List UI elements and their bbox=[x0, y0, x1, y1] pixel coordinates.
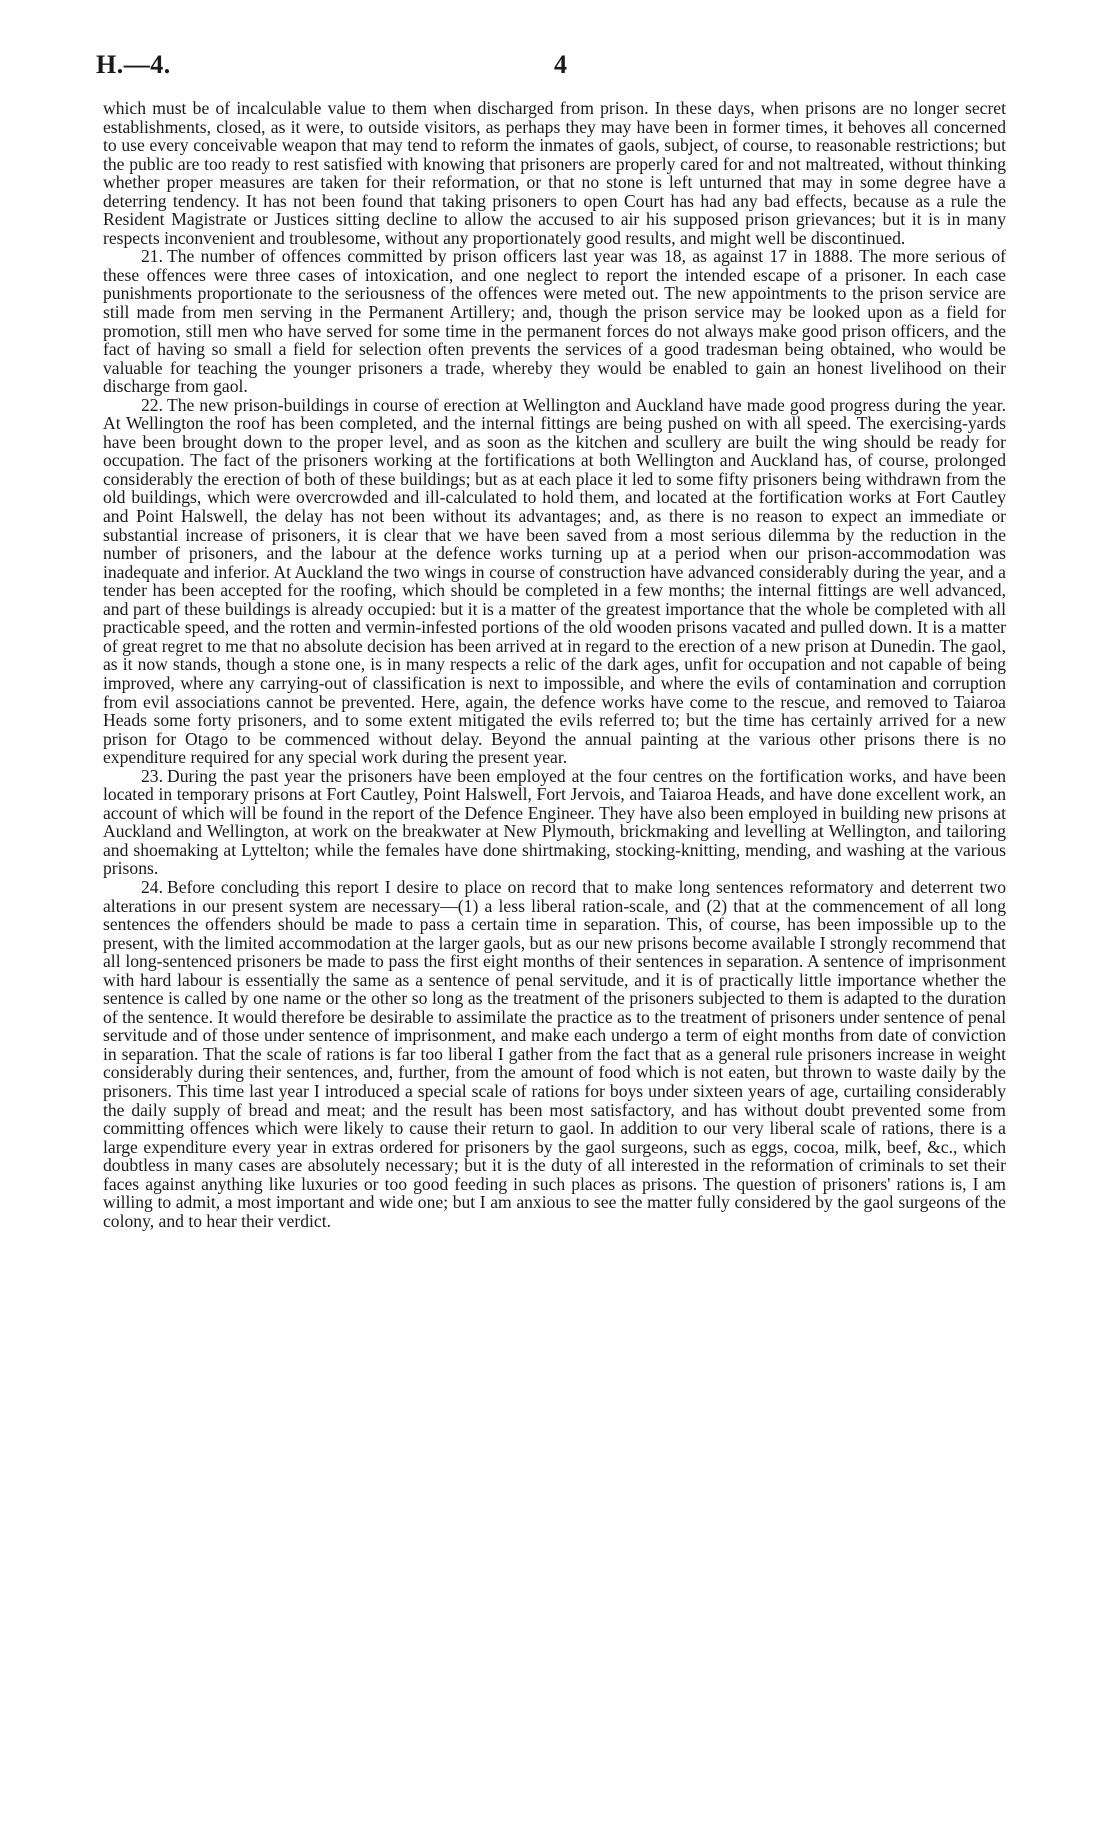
paragraph-text: The new prison-buildings in course of erection at Wellington and Auckland have made good progress during the year. At Wellington the roof has been completed, and the internal fittings are being pushed on with all speed. The exercising-yards have been brought down to the proper level, and as soon as the kitchen and scullery are built the wing should be ready for occupation. The fact of the prisoners working at the fortifications at both Wellington and Auckland has, of course, prolonged considerably the erection of both of these buildings; but as at each place it led to some fifty prisoners being withdrawn from the old buildings, which were overcrowded and ill-calculated to hold them, and located at the fortification works at Fort Cautley and Point Halswell, the delay has not been without its advantages; and, as there is no reason to expect an immediate or substantial increase of prisoners, it is clear that we have been saved from a most serious dilemma by the reduction in the number of prisoners, and the labour at the defence works turning up at a period when our prison-accommodation was inadequate and inferior. At Auckland the two wings in course of construction have advanced considerably during the year, and a tender has been accepted for the roofing, which should be completed in a few months; the internal fittings are well advanced, and part of these buildings is already occupied: but it is a matter of the greatest importance that the whole be completed with all practicable speed, and the rotten and vermin-infested portions of the old wooden prisons vacated and pulled down. It is a matter of great regret to me that no absolute decision has been arrived at in regard to the erection of a new prison at Dunedin. The gaol, as it now stands, though a stone one, is in many respects a relic of the dark ages, unfit for occupation and not capable of being improved, where any carrying-out of classification is next to impossible, and where the evils of contamination and corruption from evil associations cannot be prevented. Here, again, the defence works have come to the rescue, and removed to Taiaroa Heads some forty prisoners, and to some extent mitigated the evils referred to; but the time has certainly arrived for a new prison for Otago to be commenced without delay. Beyond the annual painting at the various other prisons there is no expenditure required for any special work during the present year. bbox=[103, 394, 1006, 768]
report-body bbox=[103, 99, 1006, 1230]
paragraph-number: 23. bbox=[141, 765, 163, 786]
paragraph-number: 24. bbox=[141, 876, 163, 897]
paragraph-22 bbox=[103, 396, 1006, 767]
paragraph-24 bbox=[103, 878, 1006, 1230]
paragraph-23 bbox=[103, 767, 1006, 878]
paragraph-text: which must be of incalculable value to them when discharged from prison. In these days, when prisons are no longer secret establishments, closed, as it were, to outside visitors, as perhaps they may have been in former times, it behoves all concerned to use every conceivable weapon that may tend to reform the inmates of gaols, subject, of course, to reasonable restrictions; but the public are too ready to rest satisfied with knowing that prisoners are properly cared for and not maltreated, without thinking whether proper measures are taken for their reformation, or that no stone is left unturned that may in some degree have a deterring tendency. It has not been found that taking prisoners to open Court has had any bad effects, because as a rule the Resident Magistrate or Justices sitting decline to allow the accused to air his supposed prison grievances; but it is in many respects inconvenient and troublesome, without any proportionately good results, and might well be discontinued. bbox=[103, 98, 1006, 248]
paragraph-number: 21. bbox=[141, 246, 163, 267]
document-reference: H.—4. bbox=[96, 50, 171, 79]
paragraph-text: The number of offences committed by prison officers last year was 18, as against 17 in 1888. The more serious of these offences were three cases of intoxication, and one neglect to report the intended escape of a prisoner. In each case punishments proportionate to the seriousness of the offences were meted out. The new appointments to the prison service are still made from men serving in the Permanent Artillery; and, though the prison service may be looked upon as a field for promotion, still men who have served for some time in the permanent forces do not always make good prison officers, and the fact of having so small a field for selection often prevents the services of a good tradesman being obtained, who would be valuable for teaching the younger prisoners a trade, whereby they would be enabled to gain an honest livelihood on their discharge from gaol. bbox=[103, 246, 1006, 397]
page-header bbox=[96, 50, 1018, 90]
paragraph-text: Before concluding this report I desire to place on record that to make long sentences reformatory and deterrent two alterations in our present system are necessary—(1) a less liberal ration-scale, and (2) that at the commencement of all long sentences the offenders should be made to pass a certain time in separation. This, of course, has been impossible up to the present, with the limited accommodation at the larger gaols, but as our new prisons become available I strongly recommend that all long-sentenced prisoners be made to pass the first eight months of their sentences in separation. A sentence of imprisonment with hard labour is essentially the same as a sentence of penal servitude, and it is of practically little importance whether the sentence is called by one name or the other so long as the treatment of the prisoners subjected to them is adapted to the duration of the sentence. It would therefore be desirable to assimilate the practice as to the treatment of prisoners under sentence of penal servitude and of those under sentence of imprisonment, and make each undergo a term of eight months from date of conviction in separation. That the scale of rations is far too liberal I gather from the fact that as a general rule prisoners increase in weight considerably during their sentences, and, further, from the amount of food which is not eaten, but thrown to waste daily by the prisoners. This time last year I introduced a special scale of rations for boys under sixteen years of age, curtailing considerably the daily supply of bread and meat; and the result has been most satisfactory, and has without doubt prevented some from committing offences which were likely to cause their return to gaol. In addition to our very liberal scale of rations, there is a large expenditure every year in extras ordered for prisoners by the gaol surgeons, such as eggs, cocoa, milk, beef, &c., which doubtless in many cases are absolutely necessary; but it is the duty of all interested in the reformation of criminals to set their faces against anything like luxuries or too good feeding in such places as prisons. The question of prisoners' rations is, I am willing to admit, a most important and wide one; but I am anxious to see the matter fully considered by the gaol surgeons of the colony, and to hear their verdict. bbox=[103, 876, 1006, 1231]
paragraph-continuation bbox=[103, 99, 1006, 247]
paragraph-text: During the past year the prisoners have been employed at the four centres on the fortification works, and have been located in temporary prisons at Fort Cautley, Point Halswell, Fort Jervois, and Taiaroa Heads, and have done excellent work, an account of which will be found in the report of the Defence Engineer. They have also been employed in building new prisons at Auckland and Wellington, at work on the breakwater at New Plymouth, brickmaking and levelling at Wellington, and tailoring and shoemaking at Lyttelton; while the females have done shirtmaking, stocking-knitting, mending, and washing at the various prisons. bbox=[103, 765, 1006, 879]
paragraph-number: 22. bbox=[141, 394, 163, 415]
paragraph-21 bbox=[103, 247, 1006, 395]
page-number: 4 bbox=[554, 50, 567, 79]
